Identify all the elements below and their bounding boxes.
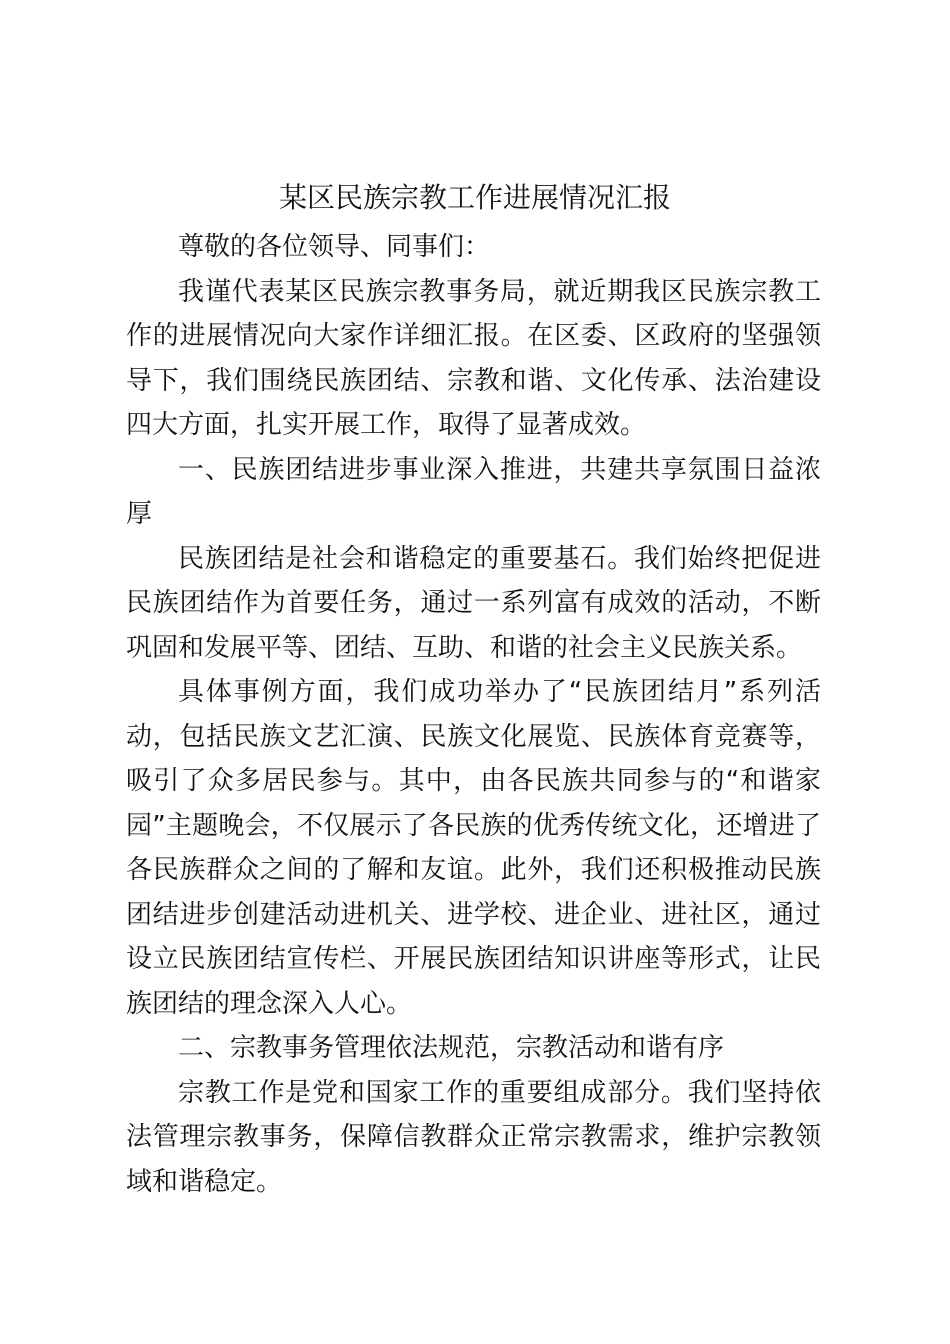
body-paragraph: 具体事例方面，我们成功举办了“民族团结月”系列活动，包括民族文艺汇演、民族文化展览、民族体育竞赛等，吸引了众多居民参与。其中，由各民族共同参与的“和谐家园”主题晚会，不仅展示了各民族的优秀传统文化，还增进了各民族群众之间的了解和友谊。此外，我们还积极推动民族团结进步创建活动进机关、进学校、进企业、进社区，通过设立民族团结宣传栏、开展民族团结知识讲座等形式，让民族团结的理念深入人心。 (126, 677, 821, 1019)
salutation-paragraph: 尊敬的各位领导、同事们： (178, 232, 491, 262)
body-paragraph: 宗教工作是党和国家工作的重要组成部分。我们坚持依法管理宗教事务，保障信教群众正常宗教需求，维护宗教领域和谐稳定。 (126, 1077, 821, 1197)
document-title: 某区民族宗教工作进展情况汇报 (278, 181, 671, 214)
body-paragraph: 民族团结是社会和谐稳定的重要基石。我们始终把促进民族团结作为首要任务，通过一系列富有成效的活动，不断巩固和发展平等、团结、互助、和谐的社会主义民族关系。 (126, 543, 821, 663)
document-body (126, 225, 821, 1204)
section-heading-1: 一、民族团结进步事业深入推进，共建共享氛围日益浓厚 (126, 454, 821, 529)
intro-paragraph: 我谨代表某区民族宗教事务局，就近期我区民族宗教工作的进展情况向大家作详细汇报。在区委、区政府的坚强领导下，我们围绕民族团结、宗教和谐、文化传承、法治建设四大方面，扎实开展工作，取得了显著成效。 (126, 276, 821, 440)
section-heading-2: 二、宗教事务管理依法规范，宗教活动和谐有序 (178, 1033, 725, 1063)
